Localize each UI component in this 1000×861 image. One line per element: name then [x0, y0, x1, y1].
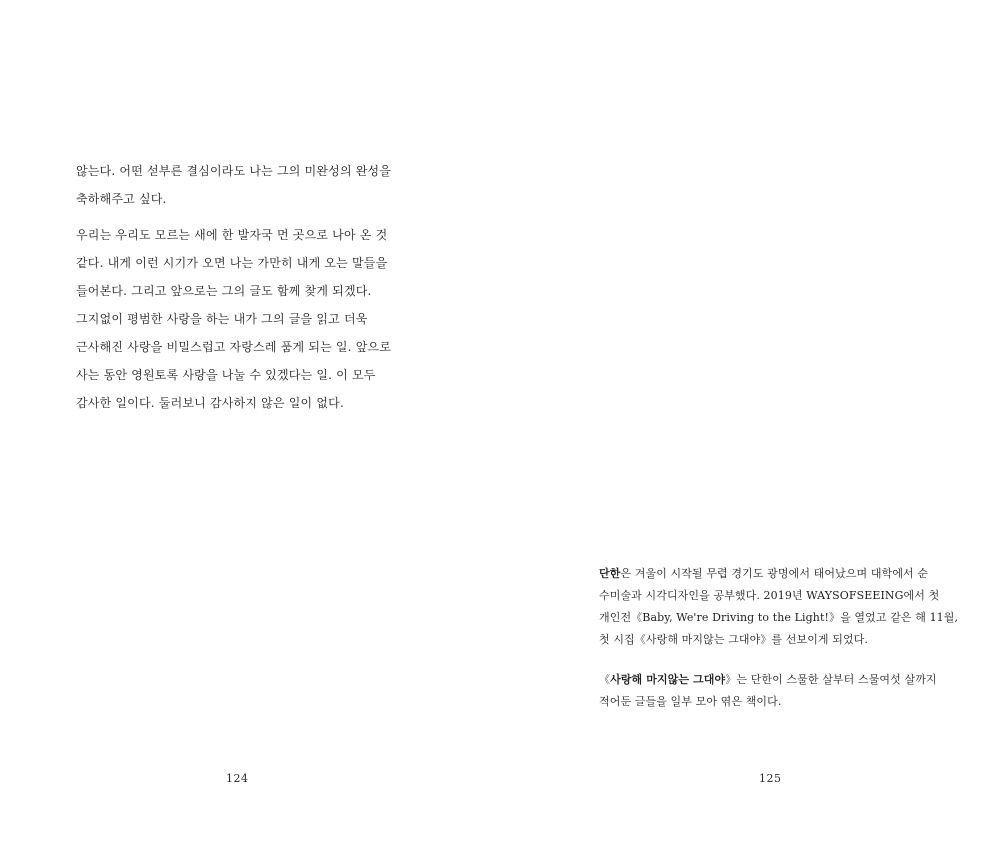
- text-line: 적어둔 글들을 일부 모아 엮은 책이다.: [599, 695, 782, 708]
- text-line: 축하해주고 싶다.: [76, 192, 167, 206]
- paragraph: [76, 157, 406, 213]
- text-line: 개인전《Baby, We're Driving to the Light!》을 열었고 같은 해 11월,: [599, 611, 959, 624]
- book-paragraph: [599, 669, 979, 713]
- text-line: [599, 669, 979, 691]
- text-span: 은 겨울이 시작될 무렵 경기도 광명에서 태어났으며 대학에서 순: [620, 567, 929, 580]
- text-span: 《: [599, 673, 611, 686]
- right-page: [500, 0, 1000, 861]
- page-number-left: 124: [226, 772, 249, 785]
- text-line: 않는다. 어떤 섣부른 결심이라도 나는 그의 미완성의 완성을: [76, 164, 392, 178]
- bio-paragraph: [599, 563, 979, 651]
- text-line: 사는 동안 영원토록 사랑을 나눌 수 있겠다는 일. 이 모두: [76, 368, 376, 382]
- left-page-body: [76, 157, 406, 417]
- text-line: [599, 563, 979, 585]
- paragraph: [76, 221, 406, 417]
- text-line: 첫 시집《사랑해 마지않는 그대야》를 선보이게 되었다.: [599, 633, 869, 646]
- text-line: 감사한 일이다. 둘러보니 감사하지 않은 일이 없다.: [76, 396, 344, 410]
- book-title: 사랑해 마지않는 그대야: [610, 673, 726, 686]
- text-line: 수미술과 시각디자인을 공부했다. 2019년 WAYSOFSEEING에서 첫: [599, 589, 940, 602]
- text-line: 들어본다. 그리고 앞으로는 그의 글도 함께 찾게 되겠다.: [76, 284, 372, 298]
- author-bio: [599, 563, 979, 713]
- text-line: 같다. 내게 이런 시기가 오면 나는 가만히 내게 오는 말들을: [76, 256, 388, 270]
- text-line: 우리는 우리도 모르는 새에 한 발자국 먼 곳으로 나아 온 것: [76, 228, 388, 242]
- text-span: 》는 단한이 스물한 살부터 스물여섯 살까지: [725, 673, 937, 686]
- page-number-right: 125: [759, 772, 782, 785]
- author-name: 단한: [599, 567, 621, 580]
- text-line: 근사해진 사랑을 비밀스럽고 자랑스레 품게 되는 일. 앞으로: [76, 340, 392, 354]
- text-line: 그지없이 평범한 사랑을 하는 내가 그의 글을 읽고 더욱: [76, 312, 368, 326]
